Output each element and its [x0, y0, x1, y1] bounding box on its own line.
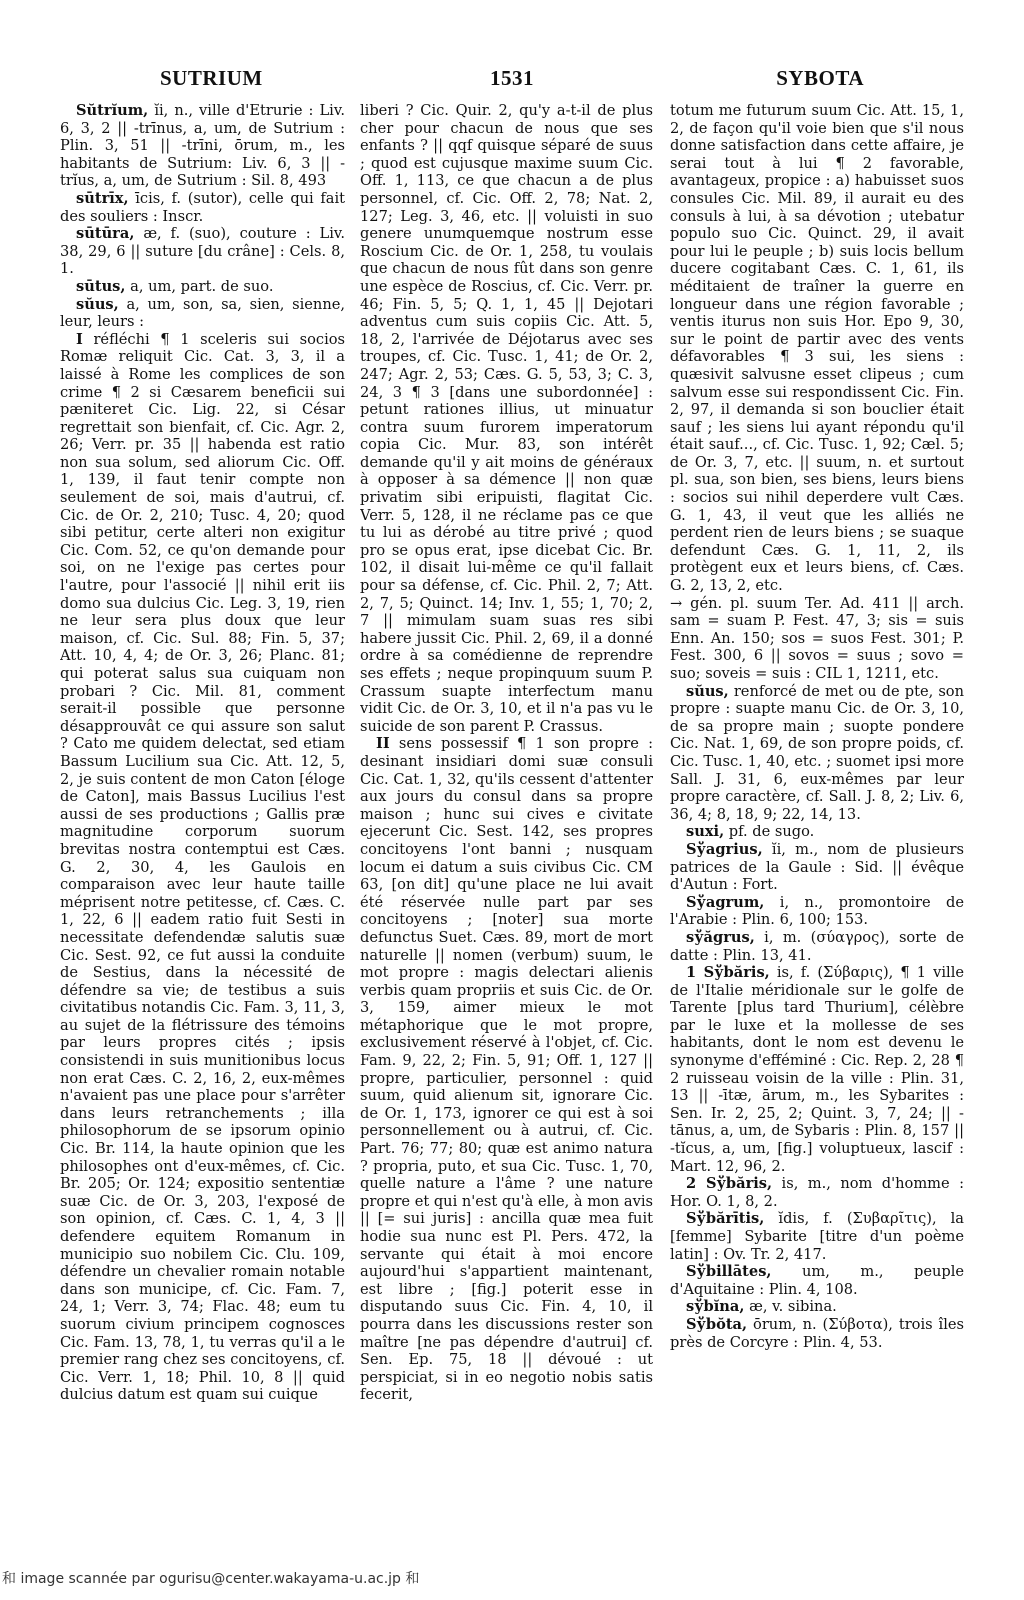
- entry-text: ōrum, n. (Σύβοτα), trois îles près de Corcyre : Plin. 4, 53.: [670, 1315, 964, 1351]
- entry-headword: suxi,: [686, 823, 725, 841]
- dictionary-entry: [670, 894, 964, 929]
- dictionary-entry: [670, 595, 964, 683]
- entry-text: is, m., nom d'homme : Hor. O. 1, 8, 2.: [670, 1175, 964, 1210]
- dictionary-entry: [60, 190, 345, 225]
- entry-headword: Sўbillātes,: [686, 1263, 772, 1281]
- entry-headword: sŭus,: [686, 682, 729, 700]
- text-column-3: [670, 102, 964, 1580]
- entry-headword: sūtus,: [76, 277, 126, 295]
- dictionary-entry: [60, 102, 345, 190]
- running-head-left: SUTRIUM: [160, 66, 263, 90]
- dictionary-entry: [670, 841, 964, 894]
- entry-headword: sūtrīx,: [76, 189, 129, 207]
- entry-text: renforcé de met ou de pte, son propre : suapte manu Cic. de Or. 3, 10, de sa propre main ; suopte pondere Cic. Nat. 1, 69, de son propre poids, cf. Cic. Tusc. 1, 40, etc. ; suomet ipsi more Sall. J. 31, 6, eux-mêmes par leur propre caractère, cf. Sall. J. 8, 2; Liv. 6, 36, 4; 8, 18, 9; 22, 14, 13.: [670, 682, 964, 823]
- entry-text: pf. de sugo.: [728, 823, 815, 841]
- entry-continuation: liberi ? Cic. Quir. 2, qu'y a-t-il de plus cher pour chacun de nous que ses enfants ? || qqf quisque séparé de suus ; quod est cujusque maxime suum Cic. Off. 1, 113, ce que chacun a de plus personnel, cf. Cic. Off. 2, 78; Nat. 2, 127; Leg. 3, 46, etc. || voluisti in suo genere unumquemque nostrum esse Roscium Cic. de Or. 1, 258, tu voulais que chacun de nous fût dans son genre une espèce de Roscius, cf. Cic. Verr. pr. 46; Fin. 5, 5; Q. 1, 1, 45 || Dejotari adventus cum suis copiis Cic. Att. 5, 18, 2, l'arrivée de Déjotarus avec ses troupes, cf. Cic. Tusc. 1, 41; de Or. 2, 247; Agr. 2, 53; Cæs. G. 5, 53, 3; C. 3, 24, 3 ¶ 3 [dans une subordonnée] : petunt rationes illius, ut minuatur contra suum furorem imperatorum copia Cic. Mur. 83, son intérêt demande qu'il y ait moins de généraux à opposer à sa démence || non quæ privatim sibi eripuisti, flagitat Cic. Verr. 5, 128, il ne réclame pas ce que tu lui as dérobé au titre privé ; quod pro se opus erat, ipse dicebat Cic. Br. 102, il disait lui-même ce qu'il fallait pour sa défense, cf. Cic. Phil. 2, 7; Att. 2, 7, 5; Quinct. 14; Inv. 1, 55; 1, 70; 2, 7 || mimulam suam suas res sibi habere jussit Cic. Phil. 2, 69, il a donné ordre à sa comédienne de reprendre ses effets ; neque propinquum suum P. Crassum suapte interfectum manu vidit Cic. de Or. 3, 10, et il n'a pas vu le suicide de son parent P. Crassus.: [360, 102, 653, 735]
- section-marker: II: [376, 735, 390, 753]
- dictionary-entry: [360, 735, 653, 1404]
- entry-text: i, m. (σύαγρος), sorte de datte : Plin. 13, 41.: [670, 928, 964, 964]
- entry-headword: sўăgrus,: [686, 928, 755, 946]
- scan-credit: 和 image scannée par ogurisu@center.wakayama-u.ac.jp 和: [2, 1571, 420, 1587]
- dictionary-entry: [670, 1210, 964, 1263]
- entry-text: réfléchi ¶ 1 sceleris sui socios Romæ reliquit Cic. Cat. 3, 3, il a laissé à Rome les complices de son crime ¶ 2 si Cæsarem beneficii sui pæniteret Cic. Lig. 22, si César regrettait son bienfait, cf. Cic. Agr. 2, 26; Verr. pr. 35 || habenda est ratio non sua solum, sed aliorum Cic. Off. 1, 139, il faut tenir compte non seulement de soi, mais d'autrui, cf. Cic. de Or. 2, 210; Tusc. 4, 20; quod sibi petitur, certe alteri non exigitur Cic. Com. 52, ce qu'on demande pour soi, on ne l'exige pas certes pour l'autre, pour l'associé || nihil erit iis domo sua dulcius Cic. Leg. 3, 19, rien ne leur sera plus doux que leur maison, cf. Cic. Sul. 88; Fin. 5, 37; Att. 10, 4, 4; de Or. 3, 26; Planc. 81; qui poterat salus sua cuiquam non probari ? Cic. Mil. 81, comment serait-il possible que personne désapprouvât ce qui assure son salut ? Cato me quidem delectat, sed etiam Bassum Lucilium sua Cic. Att. 12, 5, 2, je suis content de mon Caton [éloge de Caton], mais Bassus Lucilius l'est aussi de ses productions ; Gallis præ magnitudine corporum suorum brevitas nostra contemptui est Cæs. G. 2, 30, 4, les Gaulois en comparaison avec leur haute taille méprisent notre petitesse, cf. Cæs. C. 1, 22, 6 || eadem ratio fuit Sesti in necessitate defendendæ salutis suæ Cic. Sest. 92, ce fut aussi la conduite de Sestius, dans la nécessité de défendre sa vie; de testibus a suis civitatibus notandis Cic. Fam. 3, 11, 3, au sujet de la flétrissure des témoins par leurs propres cités ; ipsis consistendi in suis munitionibus locus non erat Cæs. C. 2, 16, 2, eux-mêmes n'avaient pas une place pour s'arrêter dans leurs retranchements ; illa philosophorum de se ipsorum opinio Cic. Br. 114, la haute opinion que les philosophes ont d'eux-mêmes, cf. Cic. Br. 205; Or. 124; expositio sententiæ suæ Cic. de Or. 3, 203, l'exposé de son opinion, cf. Cæs. C. 1, 4, 3 || defendere equitem Romanum in municipio suo nobilem Cic. Clu. 109, défendre un chevalier romain notable dans son municipe, cf. Cic. Fam. 7, 24, 1; Verr. 3, 74; Flac. 48; eum tu suorum civium principem cognosces Cic. Fam. 13, 78, 1, tu verras qu'il a le premier rang chez ses concitoyens, cf. Cic. Verr. 1, 18; Phil. 10, 8 || quid dulcius datum est quam sui cuique: [60, 330, 345, 1404]
- entry-headword: Sўagrius,: [686, 840, 763, 858]
- entry-text: a, um, son, sa, sien, sienne, leur, leurs :: [60, 295, 345, 331]
- entry-headword: Sўbŏta,: [686, 1315, 748, 1333]
- text-column-2: [360, 102, 653, 1580]
- entry-headword: Sŭtrĭum,: [76, 102, 149, 119]
- dictionary-entry: [60, 296, 345, 331]
- entry-headword: 2 Sўbăris,: [686, 1175, 773, 1193]
- page-number: 1531: [490, 66, 534, 90]
- dictionary-entry: [670, 683, 964, 824]
- dictionary-entry: [60, 331, 345, 1404]
- entry-headword: 1 Sўbăris,: [686, 964, 770, 982]
- dictionary-entry: [670, 1316, 964, 1351]
- running-head-right: SYBOTA: [776, 66, 864, 90]
- entry-headword: sūtūra,: [76, 225, 135, 243]
- entry-headword: sўbĭna,: [686, 1298, 745, 1316]
- entry-text: um, m., peuple d'Aquitaine : Plin. 4, 108.: [670, 1263, 964, 1298]
- entry-text: æ, v. sibina.: [749, 1298, 837, 1316]
- text-column-1: [60, 102, 345, 1580]
- entry-text: īcis, f. (sutor), celle qui fait des souliers : Inscr.: [60, 189, 345, 225]
- entry-continuation: → gén. pl. suum Ter. Ad. 411 || arch. sam = suam P. Fest. 47, 3; sis = suis Enn. An. 150; sos = suos Fest. 301; P. Fest. 300, 6 || sovos = suus ; sovo = suo; soveis = suis : CIL 1, 1211, etc.: [670, 594, 964, 682]
- dictionary-entry: [670, 102, 964, 595]
- dictionary-entry: [670, 1263, 964, 1298]
- entry-text: is, f. (Σύβαρις), ¶ 1 ville de l'Italie méridionale sur le golfe de Tarente [plus tard Thurium], célèbre par le luxe et la mollesse de ses habitants, dont le nom est devenu le synonyme d'efféminé : Cic. Rep. 2, 28 ¶ 2 ruisseau voisin de la ville : Plin. 31, 13 || -ītæ, ārum, m., les Sybarites : Sen. Ir. 2, 25, 2; Quint. 3, 7, 24; || -tānus, a, um, de Sybaris : Plin. 8, 157 || -tĭcus, a, um, [fig.] voluptueux, lascif : Mart. 12, 96, 2.: [670, 964, 964, 1175]
- entry-text: ĭi, n., ville d'Etrurie : Liv. 6, 3, 2 || -trīnus, a, um, de Sutrium : Plin. 3, 51 || -trīni, ōrum, m., les habitants de Sutrium: Liv. 6, 3 || -trĭus, a, um, de Sutrium : Sil. 8, 493: [60, 102, 345, 190]
- entry-text: æ, f. (suo), couture : Liv. 38, 29, 6 || suture [du crâne] : Cels. 8, 1.: [60, 225, 345, 278]
- dictionary-entry: [360, 102, 653, 735]
- entry-text: sens possessif ¶ 1 son propre : desinant insidiari domi suæ consuli Cic. Cat. 1, 32, qu'ils cessent d'attenter aux jours du consul dans sa propre maison ; hunc sui cives e civitate ejecerunt Cic. Sest. 142, ses propres concitoyens l'ont banni ; nusquam locum ei datum a suis civibus Cic. CM 63, [on dit] qu'une place ne lui avait été réservée nulle part par ses concitoyens ; [noter] sua morte defunctus Suet. Cæs. 89, mort de mort naturelle || nomen (verbum) suum, le mot propre : magis delectari alienis verbis quam propriis et suis Cic. de Or. 3, 159, aimer mieux le mot métaphorique que le mot propre, exclusivement réservé à l'objet, cf. Cic. Fam. 9, 22, 2; Fin. 5, 91; Off. 1, 127 || propre, particulier, personnel : quid suum, quid alienum sit, ignorare Cic. de Or. 1, 173, ignorer ce qui est à soi personnellement ou à autrui, cf. Cic. Part. 76; 77; 80; quæ est animo natura ? propria, puto, et sua Cic. Tusc. 1, 70, quelle nature a l'âme ? une nature propre et qui n'est qu'à elle, à mon avis || [= sui juris] : ancilla quæ mea fuit hodie sua nunc est Pl. Pers. 472, la servante qui était à moi encore aujourd'hui s'appartient maintenant, est libre ; [fig.] poterit esse in disputando suus Cic. Fin. 4, 10, il pourra dans les discussions rester son maître [ne pas dépendre d'autrui] cf. Sen. Ep. 75, 18 || dévoué : ut perspiciat, si in eo negotio nobis satis fecerit,: [360, 735, 653, 1404]
- section-marker: I: [76, 330, 83, 348]
- entry-headword: Sўbărītis,: [686, 1210, 765, 1228]
- entry-headword: Sўagrum,: [686, 893, 765, 911]
- dictionary-entry: [60, 278, 345, 296]
- entry-continuation: totum me futurum suum Cic. Att. 15, 1, 2, de façon qu'il voie bien que s'il nous donne satisfaction dans cette affaire, je serai tout à lui ¶ 2 favorable, avantageux, propice : a) habuisset suos consules Cic. Mil. 89, il aurait eu des consuls à lui, à sa dévotion ; utebatur populo suo Cic. Quinct. 29, il avait pour lui le peuple ; b) suis locis bellum ducere cogitabant Cæs. C. 1, 61, ils méditaient de traîner la guerre en longueur dans une région favorable ; ventis iturus non suis Hor. Epo 9, 30, sur le point de partir avec des vents défavorables ¶ 3 sui, les siens : quæsivit salvusne esset clipeus ; cum salvum esse sui respondissent Cic. Fin. 2, 97, il demanda si son bouclier était sauf ; les siens lui ayant répondu qu'il était sauf..., cf. Cic. Tusc. 1, 92; Cæl. 5; de Or. 3, 7, etc. || suum, n. et surtout pl. sua, son bien, ses biens, leurs biens : socios sui nihil deperdere vult Cæs. G. 1, 43, il veut que les alliés ne perdent rien de leurs biens ; se suaque defendunt Cæs. G. 1, 11, 2, ils protègent eux et leurs biens, cf. Cæs. G. 2, 13, 2, etc.: [670, 102, 964, 595]
- entry-text: a, um, part. de suo.: [130, 277, 274, 295]
- entry-text: ĭdis, f. (Συβαρῖτις), la [femme] Sybarite [titre d'un poème latin] : Ov. Tr. 2, 417.: [670, 1210, 964, 1263]
- dictionary-entry: [670, 1298, 964, 1316]
- dictionary-entry: [60, 225, 345, 278]
- entry-headword: sŭus,: [76, 295, 119, 313]
- dictionary-entry: [670, 929, 964, 964]
- entry-text: ĭi, m., nom de plusieurs patrices de la Gaule : Sid. || évêque d'Autun : Fort.: [670, 840, 964, 894]
- entry-text: i, n., promontoire de l'Arabie : Plin. 6, 100; 153.: [670, 893, 964, 929]
- dictionary-entry: [670, 823, 964, 841]
- dictionary-entry: [670, 1175, 964, 1210]
- dictionary-entry: [670, 964, 964, 1175]
